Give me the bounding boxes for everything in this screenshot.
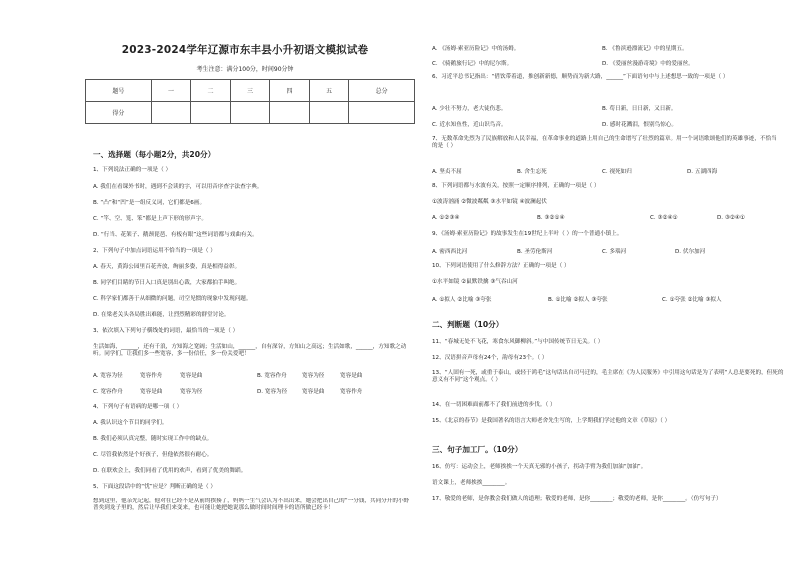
- question-line[interactable]: 语文课上，老师挨挨________。: [432, 480, 511, 486]
- question-line: C. 尽管我依然是个好孩子，但他依然很有耐心。: [93, 452, 213, 458]
- question-items: ①水平如镜 ②鼠默铁擒 ③气吞山河: [432, 279, 518, 285]
- question-line: D. “行当、花架子、鹅颈琵琶、有板有眼”这些词语都与戏曲有关。: [93, 232, 258, 238]
- score-cell: 得分: [86, 102, 152, 124]
- score-cell[interactable]: [230, 102, 269, 124]
- option-b[interactable]: B. 圣劳伦斯河: [517, 249, 553, 255]
- option-c[interactable]: C. ③②④①: [650, 215, 678, 221]
- option-d[interactable]: D. 感时花溅泪，恨别鸟惊心。: [602, 122, 677, 128]
- question-line: B. 我们必须认真完整，随时实现工作中的缺点。: [93, 436, 213, 442]
- question-line: A. 我们在看课外书时，遇到不会读的字，可以用音序查字法查字典。: [93, 184, 263, 190]
- option-d[interactable]: D. 五湖四海: [687, 169, 718, 175]
- question-line: A. 我认识这个节目的同学们。: [93, 420, 168, 426]
- judge-item: 11、“春城无处不飞花，寒食东风御柳斜。”与中国传统节日无关。（ ）: [432, 339, 604, 345]
- option-d[interactable]: D. 《爱丽丝漫游奇境》中的爱丽丝。: [602, 61, 694, 67]
- judge-item: 12、汉语拼音声母有24个，韵母有23个。（ ）: [432, 355, 548, 361]
- score-cell: 三: [230, 80, 269, 102]
- option-b[interactable]: B. 苟日新，日日新，又日新。: [602, 106, 677, 112]
- judge-item: 13、“人固有一死，或重于泰山，或轻于鸿毛”这句话出自司马迁的，毛主席在《为人民服务》中引用这句话是为了表明“人总是要死的，但死的意义有不同”这个观点。（ ）: [432, 370, 784, 383]
- option-c[interactable]: C. 宽容作舟: [93, 389, 123, 395]
- option-d-part: 宽容是曲: [302, 389, 325, 395]
- question-line[interactable]: 17、敬爱的老师，是你教会我们做人的道理；敬爱的老师，是你________；敬爱的老师，是你________。（仿写句子）: [432, 496, 722, 502]
- question-line: 6、习近平总书记指出：“借饮带着道，推创新新德，顺势而为新大路，______”下面语句中与上述想思一致的一项是（ ）: [432, 74, 729, 80]
- score-cell[interactable]: [191, 102, 230, 124]
- option-a[interactable]: A. 宽容为径: [93, 373, 123, 379]
- score-cell: 一: [151, 80, 190, 102]
- question-line: 5、下面这段话中的“忧”应是？判断正确的是（ ）: [93, 484, 217, 490]
- option-a-part: 宽容作舟: [140, 373, 163, 379]
- option-a-part: 宽容是曲: [180, 373, 203, 379]
- option-d[interactable]: D. 伏尔加河: [675, 249, 706, 255]
- option-b[interactable]: B. 《鲁滨逊漂流记》中的星期五。: [602, 46, 688, 52]
- question-line: 4、下列句子有语病的是哪一项（ ）: [93, 404, 183, 410]
- question-line: 16、仿写：运动会上，老师挨挨一个天真无邪的小孩子，拐动手臂为我们加油“加油”。: [432, 464, 647, 470]
- question-line: B. 同学们目睹的节日入口真是别出心裁，大家都拍手叫绝。: [93, 280, 241, 286]
- question-passage: 生活如海，______，还有千浪，方知海之宽阔；生活如山，______，自有深谷，方知山之高远；生活如歌，______，方知歌之动听。同学们，让我们多一些宽容，多一份信任，多一份关爱吧！: [93, 344, 407, 357]
- option-c[interactable]: C. 《骑鹅旅行记》中的尼尔斯。: [432, 61, 513, 67]
- question-line: 10、下列词语使用了什么修辞方法？正确的一项是（ ）: [432, 263, 570, 269]
- score-cell[interactable]: [270, 102, 309, 124]
- section-heading-sentence: 三、句子加工厂。（10分）: [432, 445, 523, 454]
- score-cell[interactable]: [151, 102, 190, 124]
- judge-item: 15、《北京的春节》是我国著名的语言大师老舍先生写的，上学期我们学过他的文章《草原》（ ）: [432, 418, 671, 424]
- question-line: B. “凸”和“凹”是一组反义词，它们都是6画。: [93, 200, 206, 206]
- score-header-row: [86, 80, 415, 102]
- question-line: C. 科学家们都善于从细微的问题，司空见惯的现象中发现问题。: [93, 296, 252, 302]
- question-line: A. 春天，黄海公园里百花齐放，绚丽多姿，真是相得益彰。: [93, 264, 241, 270]
- score-cell: 二: [191, 80, 230, 102]
- option-b[interactable]: B. ③②①④: [537, 215, 565, 221]
- exam-notice: 考生注意：满分100分，时间90分钟: [196, 66, 294, 73]
- score-cell: 五: [309, 80, 348, 102]
- question-line: D. 在梁老关头各局胜出难能，让烈烈精彩的群堂讨论。: [93, 312, 230, 318]
- option-a[interactable]: A. 坚贞不屈: [432, 169, 462, 175]
- option-d-part: 宽容作舟: [340, 389, 363, 395]
- score-cell: 总分: [349, 80, 415, 102]
- question-line: 1、下列说法正确的一项是（ ）: [93, 167, 172, 173]
- question-line: 8、下列词语都与水波有关，按照一定顺序排列，正确的一项是（ ）: [432, 183, 600, 189]
- option-c[interactable]: C. 多瑙河: [602, 249, 627, 255]
- score-table: [85, 79, 415, 124]
- question-items: ①波涛汹涌 ②微波粼粼 ③水平如镜 ④波澜起伏: [432, 199, 547, 205]
- score-cell[interactable]: [349, 102, 415, 124]
- option-c-part: 宽容为径: [180, 389, 203, 395]
- score-cell[interactable]: [309, 102, 348, 124]
- option-b[interactable]: B. 舍生忘死: [517, 169, 547, 175]
- question-line: C. “竿、空、笼、笨”都是上声下形的形声字。: [93, 216, 207, 222]
- option-a[interactable]: A. 密西西比河: [432, 249, 468, 255]
- option-b-part: 宽容为径: [302, 373, 325, 379]
- question-line: 3、依次填入下列句子横线处的词语，最恰当的一项是（ ）: [93, 328, 239, 334]
- option-d[interactable]: D. ③②④①: [717, 215, 745, 221]
- question-line: 2、下列句子中加点词语运用不恰当的一项是（ ）: [93, 248, 216, 254]
- option-a[interactable]: A. ①拟人 ②比喻 ③夸张: [432, 297, 492, 303]
- option-a[interactable]: A. ①②③④: [432, 215, 460, 221]
- option-c[interactable]: C. ①夸张 ②比喻 ③拟人: [662, 297, 722, 303]
- question-line: 7、无数革命先烈为了民族解放和人民幸福，在革命事业的道路上用自己的生命谱写了壮烈的篇章。用一个词语歌颂他们的英雄事迹，不恰当的是（ ）: [432, 136, 777, 149]
- option-a[interactable]: A. 少壮不努力，老大徒伤悲。: [432, 106, 507, 112]
- question-line: 9、《汤姆·索亚历险记》的故事发生在19世纪上半叶（ ）的一个普通小镇上。: [432, 231, 623, 237]
- option-a[interactable]: A. 《汤姆·索亚历险记》中的汤姆。: [432, 46, 520, 52]
- exam-title: 2023-2024学年辽源市东丰县小升初语文模拟试卷: [121, 44, 369, 56]
- section-heading-choice: 一、选择题（每小题2分，共20分）: [93, 150, 216, 159]
- option-c-part: 宽容是曲: [140, 389, 163, 395]
- score-cell: 四: [270, 80, 309, 102]
- option-d[interactable]: D. 宽容为径: [257, 389, 288, 395]
- score-cell: 题号: [86, 80, 152, 102]
- section-heading-judge: 二、判断题（10分）: [432, 320, 504, 329]
- option-c[interactable]: C. 视死如归: [602, 169, 632, 175]
- option-b[interactable]: B. ①比喻 ②拟人 ③夸张: [548, 297, 608, 303]
- judge-item: 14、在一切困难面前都不了我们前进的步伐。（ ）: [432, 402, 556, 408]
- option-c[interactable]: C. 近水知鱼性，近山识鸟音。: [432, 122, 507, 128]
- question-line: D. 在联欢会上，我们同看了优用的欢声，看到了优美的舞蹈。: [93, 468, 247, 474]
- score-value-row: [86, 102, 415, 124]
- question-passage: 想到这里，他亲先记起，他对在已经不是从前的挨揍了，妈妈一生气会认为不出出来，她会把出自己的“一分钱，共同分开的小野普矣到龙子里的，然后让早我们来变来，也可能让她把她说那么做时间时间理卡的语所做已经卡！: [93, 498, 410, 511]
- option-b[interactable]: B. 宽容作舟: [257, 373, 287, 379]
- option-b-part: 宽容是曲: [340, 373, 363, 379]
